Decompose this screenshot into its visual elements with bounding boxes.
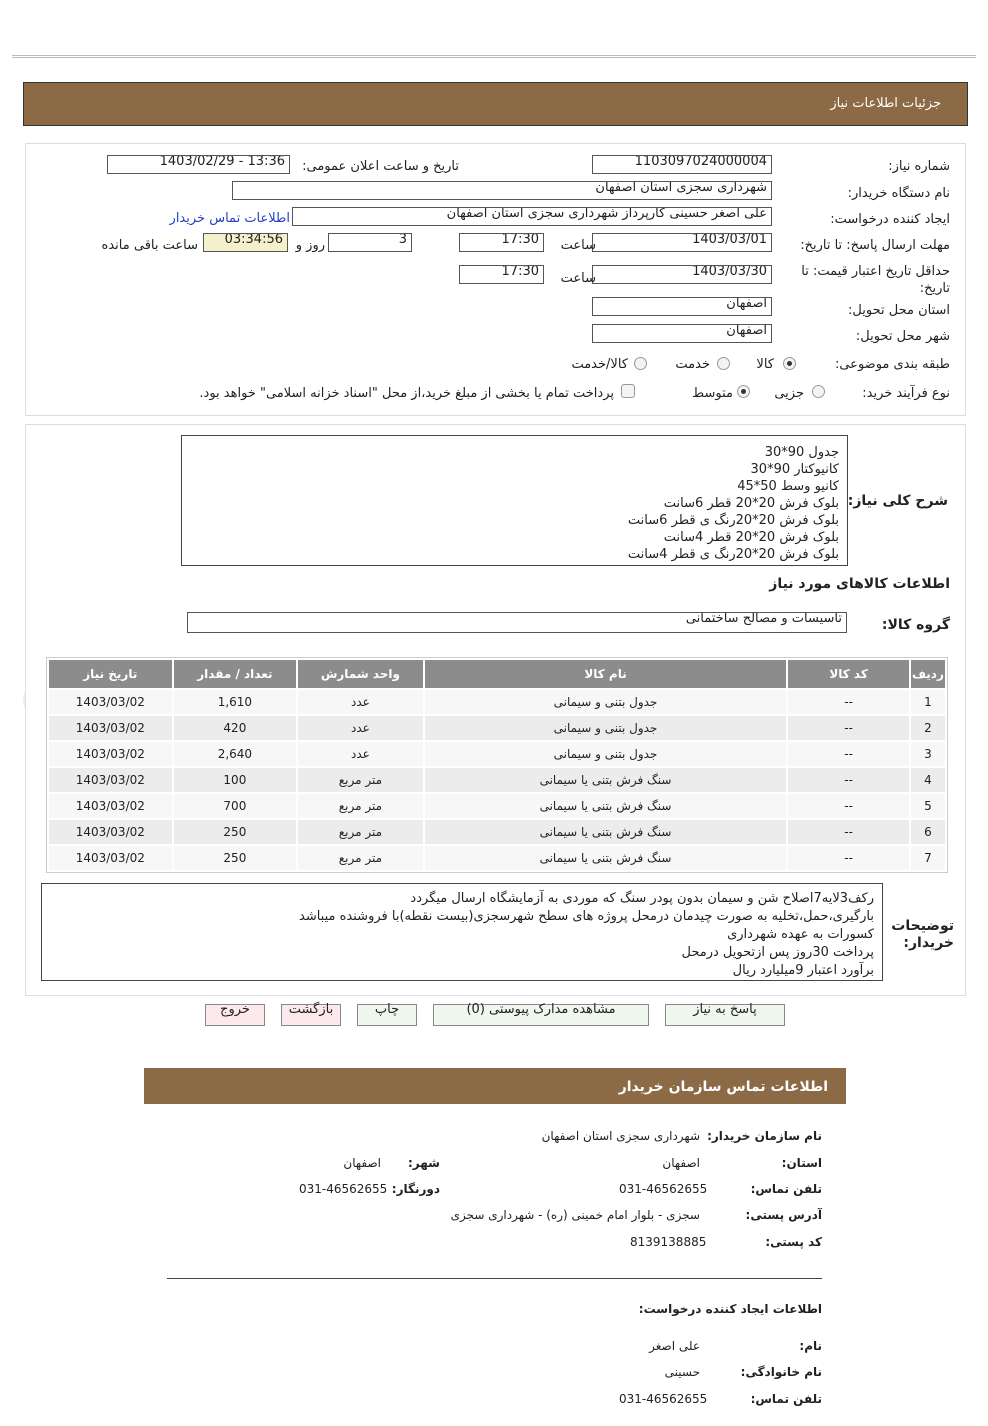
address-label: آدرس پستی: — [745, 1208, 822, 1222]
cell-date: 1403/03/02 — [49, 794, 172, 818]
city-field[interactable]: اصفهان — [592, 324, 772, 343]
org-value: شهرداری سجزی استان اصفهان — [541, 1129, 700, 1143]
cell-name: جدول بتنی و سیمانی — [425, 742, 787, 766]
table-row — [49, 768, 945, 792]
city-contact-label: شهر: — [408, 1156, 440, 1170]
cell-qty: 2,640 — [174, 742, 297, 766]
notes-line: پرداخت 30روز پس ازتحویل درمحل — [681, 945, 874, 960]
table-row — [49, 846, 945, 870]
creator-field[interactable]: علی اصغر حسینی کارپرداز شهرداری سجزی استان اصفهان — [292, 207, 772, 226]
phone-value: 031-46562655 — [619, 1182, 708, 1196]
phone-label: تلفن تماس: — [750, 1182, 822, 1196]
col-date: تاریخ نیاز — [49, 660, 172, 688]
cell-row: 5 — [911, 794, 945, 818]
cell-date: 1403/03/02 — [49, 820, 172, 844]
announce-field[interactable]: 1403/02/29 - 13:36 — [107, 155, 290, 174]
cell-code: -- — [788, 794, 909, 818]
address-value: سجزی - بلوار امام خمینی (ره) - شهرداری سجزی — [450, 1208, 700, 1222]
cell-name: سنگ فرش بتنی یا سیمانی — [425, 820, 787, 844]
details-header — [23, 82, 968, 126]
validity-label: حداقل تاریخ اعتبار قیمت: تا تاریخ: — [801, 264, 950, 296]
goods-group-label: گروه کالا: — [881, 617, 950, 633]
cell-unit: عدد — [298, 690, 423, 714]
cell-unit: عدد — [298, 716, 423, 740]
description-line: کانیو وسط 50*45 — [737, 479, 839, 494]
need-number-field[interactable]: 1103097024000004 — [592, 155, 772, 174]
col-name: نام کالا — [425, 660, 787, 688]
top-divider — [12, 55, 976, 58]
cell-name: سنگ فرش بتنی یا سیمانی — [425, 846, 787, 870]
process-medium-label: متوسط — [692, 386, 733, 401]
category-goods-radio[interactable] — [783, 357, 796, 370]
validity-time-field[interactable]: 17:30 — [459, 265, 544, 284]
back-button[interactable]: بازگشت — [281, 1004, 341, 1026]
creator-name-value: علی اصغر — [649, 1339, 700, 1353]
cell-row: 3 — [911, 742, 945, 766]
cell-row: 7 — [911, 846, 945, 870]
cell-date: 1403/03/02 — [49, 768, 172, 792]
description-line: جدول 90*30 — [764, 445, 839, 460]
province-contact-value: اصفهان — [662, 1156, 700, 1170]
buyer-contact-title: اطلاعات تماس سازمان خریدار — [618, 1079, 828, 1095]
description-line: بلوک فرش 20*20 قطر 4سانت — [663, 530, 839, 545]
announce-label: تاریخ و ساعت اعلان عمومی: — [302, 159, 459, 174]
cell-row: 6 — [911, 820, 945, 844]
treasury-checkbox[interactable] — [621, 384, 635, 398]
deadline-time-field[interactable]: 17:30 — [459, 233, 544, 252]
remaining-time-field: 03:34:56 — [203, 233, 288, 252]
exit-button[interactable]: خروج — [205, 1004, 265, 1026]
table-row — [49, 742, 945, 766]
table-row — [49, 690, 945, 714]
cell-qty: 250 — [174, 846, 297, 870]
deadline-time-label: ساعت — [560, 238, 596, 253]
description-label: شرح کلی نیاز: — [847, 493, 948, 509]
cell-date: 1403/03/02 — [49, 846, 172, 870]
print-button[interactable]: چاپ — [357, 1004, 417, 1026]
cell-unit: متر مربع — [298, 794, 423, 818]
city-contact-value: اصفهان — [343, 1156, 381, 1170]
cell-row: 1 — [911, 690, 945, 714]
notes-line: رکف3لایه7اصلاح شن و سیمان بدون پودر سنگ که موردی به آزمایشگاه ارسال میگردد — [410, 891, 874, 906]
cell-date: 1403/03/02 — [49, 690, 172, 714]
cell-qty: 250 — [174, 820, 297, 844]
goods-table — [46, 657, 948, 873]
postal-value: 8139138885 — [630, 1235, 707, 1249]
cell-qty: 100 — [174, 768, 297, 792]
cell-unit: متر مربع — [298, 768, 423, 792]
creator-phone-value: 031-46562655 — [619, 1392, 708, 1406]
creator-name-label: نام: — [799, 1339, 822, 1353]
goods-group-field[interactable]: تاسیسات و مصالح ساختمانی — [187, 612, 847, 633]
col-code: کد کالا — [788, 660, 909, 688]
description-line: بلوک فرش 20*20رنگ ی قطر 6سانت — [627, 513, 839, 528]
deadline-label: مهلت ارسال پاسخ: تا تاریخ: — [800, 238, 950, 253]
col-row: ردیف — [911, 660, 945, 688]
postal-label: کد پستی: — [765, 1235, 822, 1249]
table-row — [49, 716, 945, 740]
description-line: کانیوکتار 90*30 — [750, 462, 839, 477]
org-label: نام سازمان خریدار: — [707, 1129, 822, 1143]
creator-info-title: اطلاعات ایجاد کننده درخواست: — [638, 1302, 822, 1316]
buyer-org-field[interactable]: شهرداری سجزی استان اصفهان — [232, 181, 772, 200]
buyer-contact-link[interactable]: اطلاعات تماس خریدار — [169, 211, 290, 226]
description-line: بلوک فرش 20*20رنگ ی قطر 4سانت — [627, 547, 839, 562]
details-header-title: جزئیات اطلاعات نیاز — [830, 96, 941, 111]
notes-line: کسورات به عهده شهرداری — [727, 927, 874, 942]
table-row — [49, 820, 945, 844]
buyer-org-label: نام دستگاه خریدار: — [847, 186, 950, 201]
col-unit: واحد شمارش — [298, 660, 423, 688]
province-field[interactable]: اصفهان — [592, 297, 772, 316]
category-both-label: کالا/خدمت — [571, 357, 628, 372]
col-qty: تعداد / مقدار — [174, 660, 297, 688]
notes-label: توضیحات خریدار: — [891, 918, 954, 951]
cell-unit: عدد — [298, 742, 423, 766]
province-contact-label: استان: — [781, 1156, 822, 1170]
cell-name: جدول بتنی و سیمانی — [425, 716, 787, 740]
validity-time-label: ساعت — [560, 271, 596, 286]
process-medium-radio[interactable] — [737, 385, 750, 398]
view-attachments-button[interactable]: مشاهده مدارک پیوستی (0) — [433, 1004, 649, 1026]
notes-box — [41, 883, 883, 981]
creator-family-value: حسینی — [664, 1365, 700, 1379]
category-service-label: خدمت — [675, 357, 710, 372]
notes-line: بارگیری،حمل،تخلیه به صورت چیدمان درمحل پروژه های سطح شهرسجزی(بیست نقطه)با فروشنده میباشد — [299, 909, 874, 924]
process-minor-label: جزیی — [774, 386, 804, 401]
validity-date-field[interactable]: 1403/03/30 — [592, 265, 772, 284]
creator-phone-label: تلفن تماس: — [750, 1392, 822, 1406]
cell-date: 1403/03/02 — [49, 742, 172, 766]
cell-row: 2 — [911, 716, 945, 740]
cell-qty: 420 — [174, 716, 297, 740]
process-label: نوع فرآیند خرید: — [862, 386, 950, 401]
category-label: طبقه بندی موضوعی: — [834, 357, 950, 372]
notes-line: برآورد اعتبار 9میلیارد ریال — [732, 963, 874, 978]
cell-name: سنگ فرش بتنی یا سیمانی — [425, 794, 787, 818]
days-field[interactable]: 3 — [328, 233, 412, 252]
cell-row: 4 — [911, 768, 945, 792]
treasury-text: پرداخت تمام یا بخشی از مبلغ خرید،از محل "اسناد خزانه اسلامی" خواهد بود. — [199, 386, 614, 401]
cell-code: -- — [788, 768, 909, 792]
cell-code: -- — [788, 846, 909, 870]
category-both-radio[interactable] — [634, 357, 647, 370]
fax-label: دورنگار: — [391, 1182, 440, 1196]
category-goods-label: کالا — [756, 357, 774, 372]
cell-unit: متر مربع — [298, 820, 423, 844]
cell-qty: 1,610 — [174, 690, 297, 714]
goods-section-title: اطلاعات کالاهای مورد نیاز — [769, 576, 950, 592]
reply-button[interactable]: پاسخ به نیاز — [665, 1004, 785, 1026]
buyer-contact-header — [144, 1068, 846, 1104]
fax-value: 031-46562655 — [299, 1182, 388, 1196]
need-number-label: شماره نیاز: — [888, 159, 950, 174]
category-service-radio[interactable] — [717, 357, 730, 370]
cell-name: جدول بتنی و سیمانی — [425, 690, 787, 714]
cell-code: -- — [788, 742, 909, 766]
contact-divider — [167, 1278, 822, 1279]
description-line: بلوک فرش 20*20 قطر 6سانت — [663, 496, 839, 511]
remaining-label: ساعت باقی مانده — [101, 238, 198, 253]
process-minor-radio[interactable] — [812, 385, 825, 398]
cell-code: -- — [788, 820, 909, 844]
city-label: شهر محل تحویل: — [855, 329, 950, 344]
cell-qty: 700 — [174, 794, 297, 818]
table-row — [49, 794, 945, 818]
deadline-date-field[interactable]: 1403/03/01 — [592, 233, 772, 252]
cell-code: -- — [788, 690, 909, 714]
creator-family-label: نام خانوادگی: — [740, 1365, 822, 1379]
cell-date: 1403/03/02 — [49, 716, 172, 740]
province-label: استان محل تحویل: — [848, 303, 950, 318]
creator-label: ایجاد کننده درخواست: — [830, 212, 950, 227]
cell-name: سنگ فرش بتنی یا سیمانی — [425, 768, 787, 792]
days-label: روز و — [295, 238, 325, 253]
cell-code: -- — [788, 716, 909, 740]
description-box — [181, 435, 848, 566]
cell-unit: متر مربع — [298, 846, 423, 870]
